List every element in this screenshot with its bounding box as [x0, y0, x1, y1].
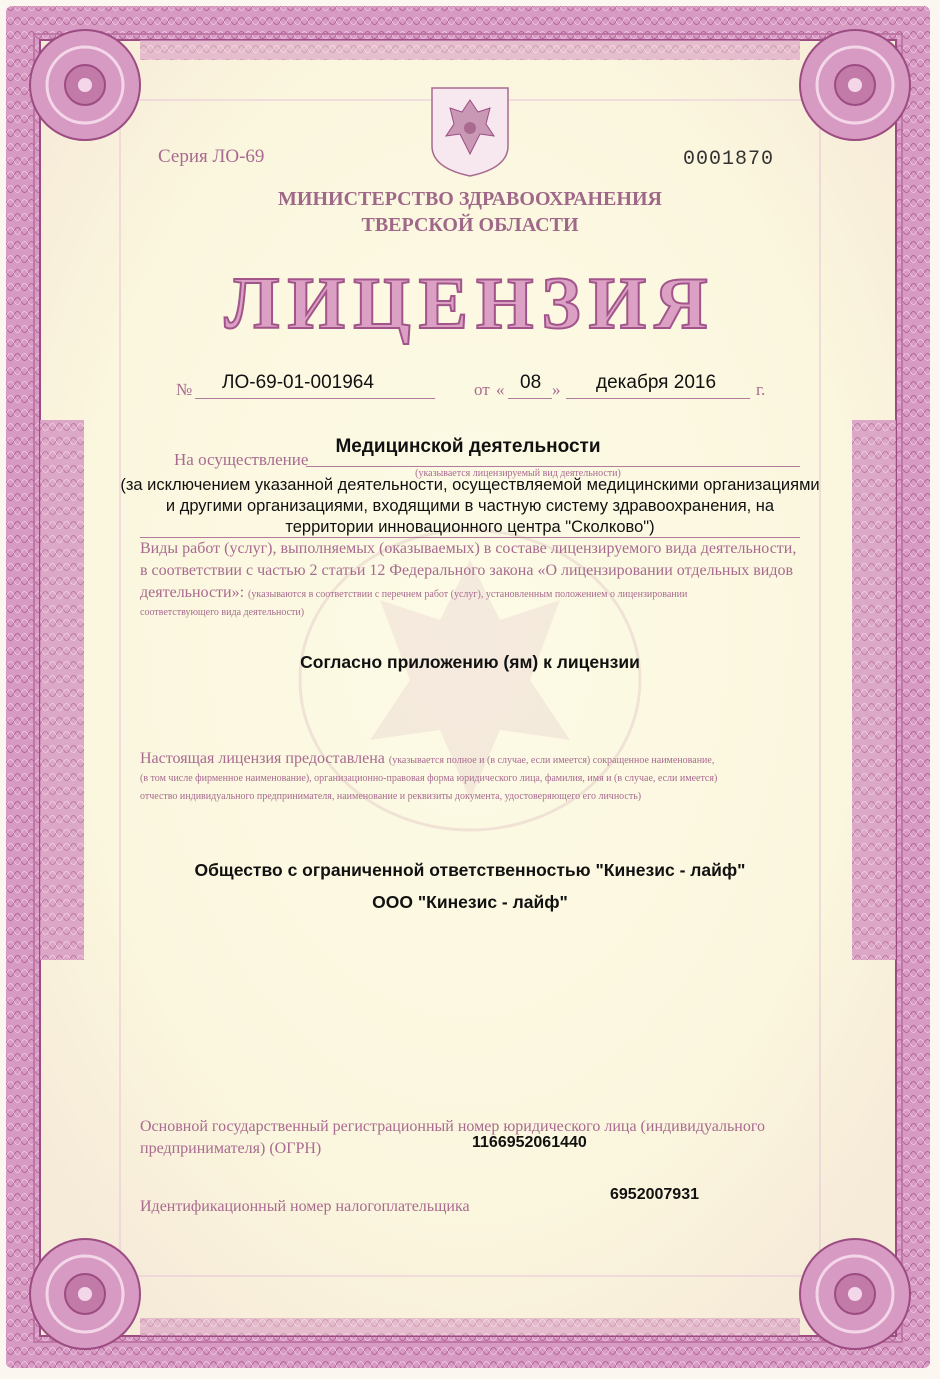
license-number: ЛО-69-01-001964	[222, 372, 374, 393]
license-month-year: декабря 2016	[596, 372, 717, 393]
works-line-2: в соответствии с частью 2 статьи 12 Федерального закона «О лицензировании отдельных видов	[140, 562, 794, 579]
coat-of-arms-icon	[432, 88, 508, 176]
licensee-label: Настоящая лицензия предоставлена	[140, 750, 385, 767]
inn-value: 6952007931	[610, 1186, 699, 1203]
licensee-hint-2: (в том числе фирменное наименование), организационно-правовая форма юридического лица, фамилия, имя и (в случае, если имеется)	[140, 773, 718, 784]
works-line-3	[140, 582, 820, 606]
rosette-bottom-right	[800, 1239, 910, 1349]
ogrn-label-line-1: Основной государственный регистрационный номер юридического лица (индивидуального	[140, 1118, 765, 1135]
document-title: ЛИЦЕНЗИЯ	[224, 263, 716, 345]
works-description	[140, 538, 820, 620]
activity-label: На осуществление	[174, 450, 309, 469]
series-label: Серия ЛО-69	[158, 146, 265, 167]
ogrn-value: 1166952061440	[472, 1134, 587, 1151]
activity-exclusion	[106, 475, 834, 538]
ministry-name-line1: МИНИСТЕРСТВО ЗДРАВООХРАНЕНИЯ	[278, 188, 662, 210]
exclusion-line-3: территории инновационного центра "Сколково")	[285, 518, 655, 536]
quote-open: «	[496, 380, 505, 399]
year-suffix: г.	[756, 380, 766, 399]
works-value: Согласно приложению (ям) к лицензии	[300, 652, 640, 672]
activity-hint: (указывается лицензируемый вид деятельности)	[415, 468, 621, 479]
rosette-top-right	[800, 30, 910, 140]
works-line-1: Виды работ (услуг), выполняемых (оказываемых) в составе лицензируемого вида деятельности,	[140, 540, 797, 557]
license-day: 08	[520, 372, 542, 393]
licensee-description	[140, 750, 820, 806]
activity-value: Медицинской деятельности	[335, 436, 601, 457]
ogrn-label-line-2: предпринимателя) (ОГРН)	[140, 1140, 322, 1157]
licensee-short-name: ООО "Кинезис - лайф"	[372, 892, 568, 912]
licensee-hint-1: (указывается полное и (в случае, если имеется) сокращенное наименование,	[388, 755, 715, 766]
exclusion-line-1: (за исключением указанной деятельности, осуществляемой медицинскими организациями	[120, 476, 820, 494]
rosette-top-left	[30, 30, 140, 140]
exclusion-line-2: и другими организациями, входящими в частную систему здравоохранения, на	[165, 497, 775, 515]
date-from-label: от	[474, 380, 490, 399]
rosette-bottom-left	[30, 1239, 140, 1349]
ministry-name-line2: ТВЕРСКОЙ ОБЛАСТИ	[361, 214, 579, 236]
licensee-hint-3: отчество индивидуального предпринимателя, наименование и реквизиты документа, удостоверяющего его личность)	[140, 791, 642, 802]
works-line-4-hint: соответствующего вида деятельности)	[140, 607, 305, 618]
works-line-3-hint: (указываются в соответствии с перечнем работ (услуг), установленным положением о лицензировании	[248, 589, 688, 600]
blank-number: 0001870	[683, 148, 775, 171]
licensee-full-name: Общество с ограниченной ответственностью "Кинезис - лайф"	[194, 860, 746, 880]
quote-close: »	[552, 380, 561, 399]
number-label: №	[176, 380, 193, 399]
inn-label: Идентификационный номер налогоплательщика	[140, 1198, 470, 1215]
works-line-3-main: деятельности»:	[140, 584, 245, 601]
